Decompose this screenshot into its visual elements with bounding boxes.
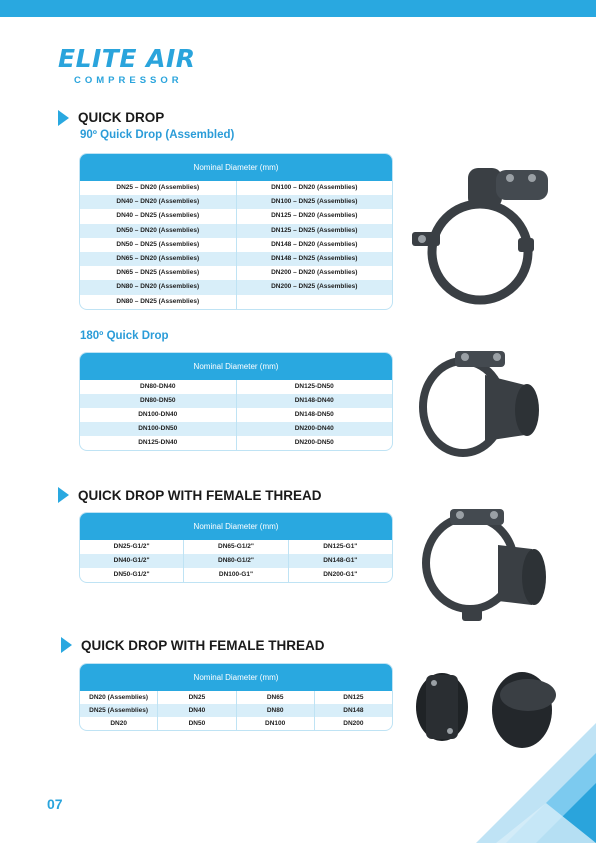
table-cell: DN80-G1/2" bbox=[184, 554, 287, 568]
brand-logo bbox=[58, 46, 196, 86]
table-cell: DN200-DN40 bbox=[237, 422, 393, 436]
product-image-180-quick-drop bbox=[415, 345, 555, 465]
table-column bbox=[80, 691, 157, 730]
table-column bbox=[236, 380, 393, 450]
section-title-female-thread-2: QUICK DROP WITH FEMALE THREAD bbox=[81, 638, 325, 653]
product-image-female-thread bbox=[420, 505, 560, 635]
brand-tagline: COMPRESSOR bbox=[74, 75, 183, 86]
table-cell: DN148 – DN20 (Assemblies) bbox=[271, 240, 358, 248]
table-cell bbox=[237, 295, 393, 309]
table-cell: DN148 – DN25 (Assemblies) bbox=[237, 252, 393, 266]
table-cell: DN20 (Assemblies) bbox=[89, 694, 149, 701]
table-cell: DN50 – DN20 (Assemblies) bbox=[80, 224, 236, 238]
product-image-90-quick-drop bbox=[408, 160, 558, 310]
table-column bbox=[236, 181, 393, 309]
subtitle-90-quick-drop: 90º Quick Drop (Assembled) bbox=[80, 129, 235, 141]
table-column bbox=[288, 540, 392, 582]
table-cell: DN40-G1/2" bbox=[80, 554, 183, 568]
section-arrow-icon bbox=[58, 110, 69, 126]
table-cell: DN50-G1/2" bbox=[113, 571, 150, 578]
table-cell: DN80-DN50 bbox=[80, 394, 236, 408]
table-column bbox=[80, 181, 236, 309]
table-cell: DN50 – DN25 (Assemblies) bbox=[116, 240, 200, 248]
corner-decoration bbox=[436, 723, 596, 843]
table-cell: DN25 (Assemblies) bbox=[80, 704, 157, 717]
table-cell: DN125 – DN25 (Assemblies) bbox=[237, 224, 393, 238]
section-arrow-icon bbox=[58, 487, 69, 503]
section-title-female-thread: QUICK DROP WITH FEMALE THREAD bbox=[78, 488, 322, 503]
table-cell: DN100-DN50 bbox=[80, 422, 236, 436]
subtitle-180-quick-drop: 180º Quick Drop bbox=[80, 330, 169, 342]
section-title-quick-drop: QUICK DROP bbox=[78, 110, 165, 125]
table-cell: DN200 – DN25 (Assemblies) bbox=[237, 280, 393, 294]
table-cell: DN100 bbox=[265, 720, 286, 727]
top-color-bar bbox=[0, 0, 596, 17]
table-cell: DN148-DN50 bbox=[294, 411, 334, 418]
table-cell: DN20 bbox=[110, 720, 127, 727]
page-number: 07 bbox=[47, 796, 63, 812]
table-column bbox=[314, 691, 392, 730]
table-column bbox=[80, 380, 236, 450]
table-cell: DN148 bbox=[315, 704, 392, 717]
table-column bbox=[80, 540, 183, 582]
table-cell: DN100-DN40 bbox=[138, 411, 178, 418]
table-header: Nominal Diameter (mm) bbox=[80, 664, 392, 691]
table-cell: DN200-DN50 bbox=[294, 439, 334, 446]
table-cell: DN100 – DN20 (Assemblies) bbox=[271, 184, 358, 191]
table-column bbox=[236, 691, 314, 730]
table-female-thread-2 bbox=[80, 664, 392, 730]
table-cell: DN40 – DN20 (Assemblies) bbox=[80, 195, 236, 209]
table-cell: DN200 bbox=[343, 720, 364, 727]
table-90-quick-drop bbox=[80, 154, 392, 309]
table-cell: DN65 bbox=[266, 694, 284, 701]
table-cell: DN80 – DN25 (Assemblies) bbox=[116, 297, 200, 305]
table-cell: DN80 bbox=[237, 704, 314, 717]
table-column bbox=[183, 540, 287, 582]
table-cell: DN40 – DN25 (Assemblies) bbox=[116, 212, 200, 220]
table-header: Nominal Diameter (mm) bbox=[80, 353, 392, 380]
table-header: Nominal Diameter (mm) bbox=[80, 154, 392, 181]
table-cell: DN200 – DN20 (Assemblies) bbox=[271, 269, 358, 277]
table-cell: DN65 – DN25 (Assemblies) bbox=[116, 269, 200, 277]
table-cell: DN100 – DN25 (Assemblies) bbox=[237, 195, 393, 209]
table-cell: DN200-G1" bbox=[323, 571, 358, 578]
table-cell: DN125 bbox=[343, 694, 364, 701]
brand-name: ELITE AIR bbox=[58, 44, 196, 73]
table-cell: DN65-G1/2" bbox=[218, 543, 254, 550]
section-arrow-icon bbox=[61, 637, 72, 653]
table-cell: DN40 bbox=[158, 704, 235, 717]
table-female-thread-1 bbox=[80, 513, 392, 582]
table-cell: DN125-G1" bbox=[323, 543, 358, 550]
table-header: Nominal Diameter (mm) bbox=[80, 513, 392, 540]
table-cell: DN25 bbox=[188, 694, 206, 701]
table-cell: DN100-G1" bbox=[218, 571, 254, 578]
table-cell: DN125 – DN20 (Assemblies) bbox=[271, 212, 358, 220]
table-cell: DN148-G1" bbox=[289, 554, 392, 568]
table-cell: DN65 – DN20 (Assemblies) bbox=[80, 252, 236, 266]
table-cell: DN80 – DN20 (Assemblies) bbox=[80, 280, 236, 294]
table-cell: DN80-DN40 bbox=[140, 383, 176, 390]
table-cell: DN125-DN50 bbox=[294, 383, 334, 390]
table-cell: DN148-DN40 bbox=[237, 394, 393, 408]
table-cell: DN25 – DN20 (Assemblies) bbox=[116, 184, 200, 191]
table-column bbox=[157, 691, 235, 730]
table-cell: DN125-DN40 bbox=[138, 439, 178, 446]
table-180-quick-drop bbox=[80, 353, 392, 450]
table-cell: DN50 bbox=[188, 720, 206, 727]
table-cell: DN25-G1/2" bbox=[113, 543, 150, 550]
